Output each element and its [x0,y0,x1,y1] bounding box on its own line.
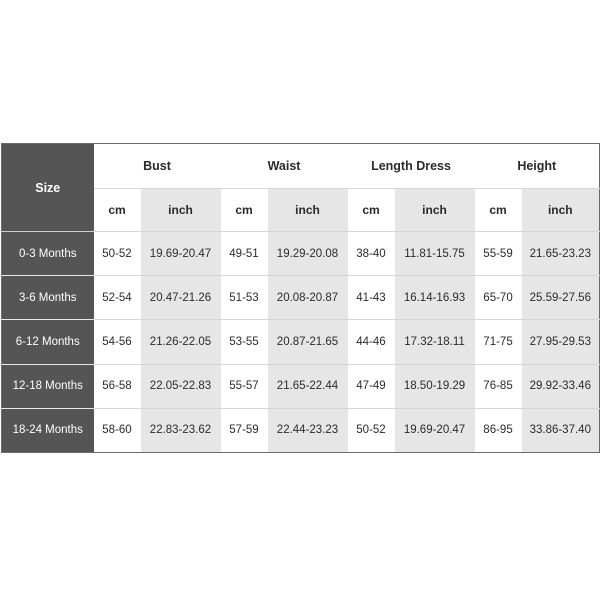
size-cell: 3-6 Months [2,276,94,320]
group-header-row [2,144,600,189]
waist-inch-cell: 20.08-20.87 [268,276,348,320]
size-cell: 18-24 Months [2,408,94,452]
waist-inch-cell: 20.87-21.65 [268,320,348,364]
length-cm-cell: 47-49 [348,364,395,408]
height-cm-cell: 65-70 [475,276,522,320]
waist-cm-cell: 53-55 [221,320,268,364]
waist-inch-cell: 21.65-22.44 [268,364,348,408]
height-cm-cell: 71-75 [475,320,522,364]
bust-group-header: Bust [94,144,221,189]
height-group-header: Height [475,144,600,189]
size-chart-table [1,143,600,453]
waist-cm-cell: 57-59 [221,408,268,452]
length-cm-cell: 41-43 [348,276,395,320]
bust-inch-cell: 22.05-22.83 [141,364,221,408]
waist-group-header: Waist [221,144,348,189]
waist-cm-cell: 55-57 [221,364,268,408]
bust-cm-cell: 54-56 [94,320,141,364]
waist-inch-cell: 19.29-20.08 [268,232,348,276]
length-dress-group-header: Length Dress [348,144,475,189]
height-inch-cell: 29.92-33.46 [522,364,600,408]
height-inch-cell: 33.86-37.40 [522,408,600,452]
length-inch-cell: 16.14-16.93 [395,276,475,320]
length-cm-cell: 44-46 [348,320,395,364]
waist-cm-cell: 51-53 [221,276,268,320]
size-cell: 12-18 Months [2,364,94,408]
waist-inch-cell: 22.44-23.23 [268,408,348,452]
height-cm-header: cm [475,189,522,232]
length-inch-cell: 18.50-19.29 [395,364,475,408]
bust-inch-cell: 21.26-22.05 [141,320,221,364]
length-cm-cell: 38-40 [348,232,395,276]
length-inch-cell: 19.69-20.47 [395,408,475,452]
waist-cm-header: cm [221,189,268,232]
height-inch-header: inch [522,189,600,232]
table-row [2,364,600,408]
bust-cm-cell: 50-52 [94,232,141,276]
bust-inch-header: inch [141,189,221,232]
table-row [2,232,600,276]
length-cm-header: cm [348,189,395,232]
length-inch-header: inch [395,189,475,232]
size-cell: 0-3 Months [2,232,94,276]
table-row [2,276,600,320]
bust-cm-cell: 56-58 [94,364,141,408]
table-row [2,320,600,364]
height-cm-cell: 86-95 [475,408,522,452]
bust-inch-cell: 22.83-23.62 [141,408,221,452]
size-cell: 6-12 Months [2,320,94,364]
bust-cm-header: cm [94,189,141,232]
size-column-header: Size [2,144,94,232]
height-inch-cell: 21.65-23.23 [522,232,600,276]
height-inch-cell: 27.95-29.53 [522,320,600,364]
length-inch-cell: 17.32-18.11 [395,320,475,364]
waist-inch-header: inch [268,189,348,232]
bust-cm-cell: 58-60 [94,408,141,452]
height-cm-cell: 76-85 [475,364,522,408]
bust-inch-cell: 19.69-20.47 [141,232,221,276]
table-row [2,408,600,452]
waist-cm-cell: 49-51 [221,232,268,276]
length-cm-cell: 50-52 [348,408,395,452]
bust-cm-cell: 52-54 [94,276,141,320]
height-inch-cell: 25.59-27.56 [522,276,600,320]
bust-inch-cell: 20.47-21.26 [141,276,221,320]
length-inch-cell: 11.81-15.75 [395,232,475,276]
height-cm-cell: 55-59 [475,232,522,276]
